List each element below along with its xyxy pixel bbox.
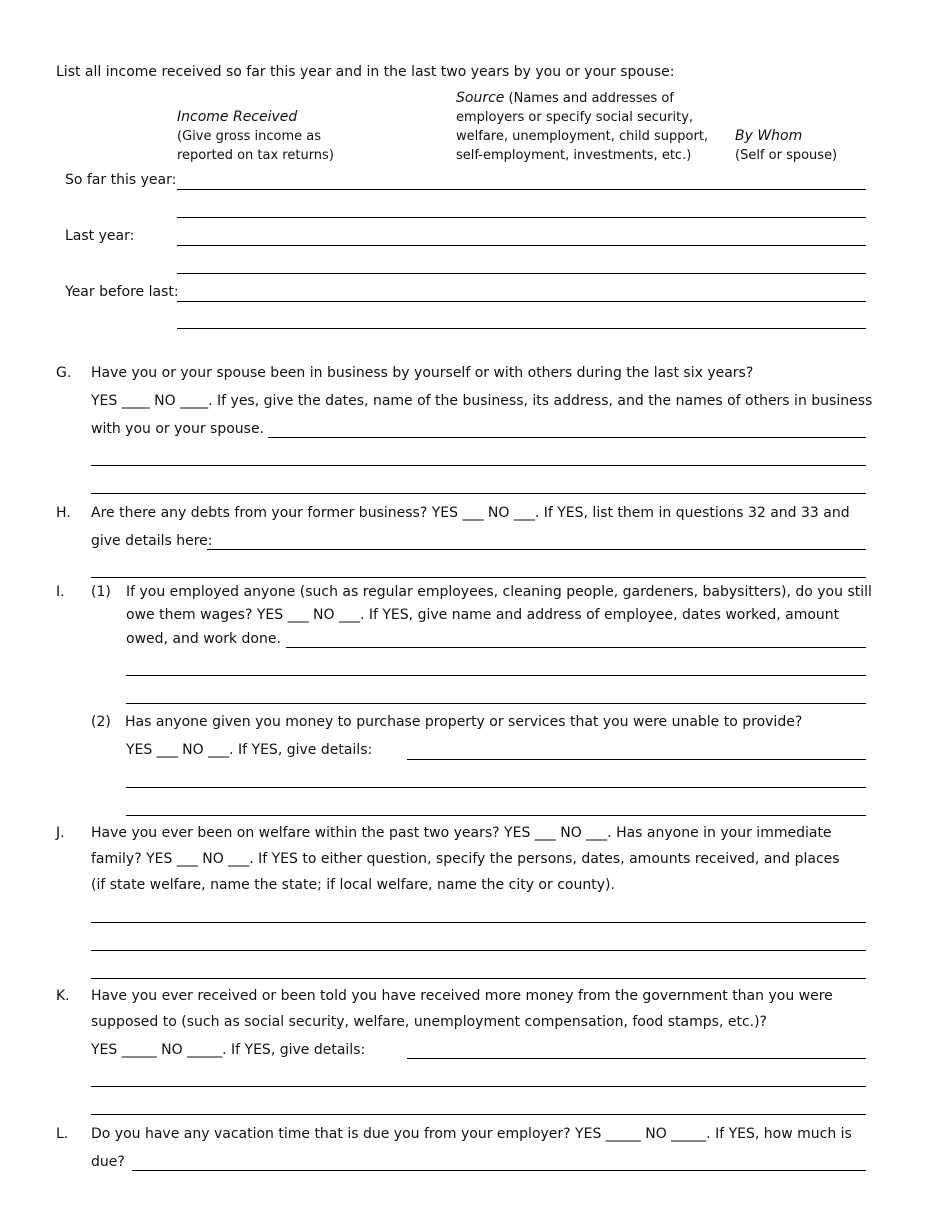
question-g-answer-line-1[interactable] [268, 437, 866, 438]
row-label-last-year: Last year: [65, 228, 135, 244]
question-i2-answer-line-2[interactable] [126, 787, 866, 788]
question-i2-answer-line-1[interactable] [407, 759, 866, 760]
so-far-this-year-line-2[interactable] [177, 217, 866, 218]
question-i1-answer-line-1[interactable] [286, 647, 866, 648]
question-j-text-2: family? YES ___ NO ___. If YES to either question, specify the persons, dates, amounts received, and places [91, 851, 840, 867]
question-g-letter: G. [56, 365, 72, 381]
by-whom-header: By Whom [735, 128, 803, 144]
income-intro: List all income received so far this year and in the last two years by you or your spouse: [56, 64, 675, 80]
question-j-answer-line-3[interactable] [91, 978, 866, 979]
question-i2-number: (2) [91, 714, 111, 730]
income-received-header: Income Received [177, 109, 298, 125]
question-h-text-2: give details here: [91, 533, 213, 549]
question-j-letter: J. [56, 825, 65, 841]
question-k-answer-line-1[interactable] [407, 1058, 866, 1059]
question-i-letter: I. [56, 584, 65, 600]
question-i2-text-1: Has anyone given you money to purchase property or services that you were unable to provide? [125, 714, 803, 730]
question-k-text-3: YES _____ NO _____. If YES, give details: [91, 1042, 366, 1058]
question-k-answer-line-3[interactable] [91, 1114, 866, 1115]
question-h-letter: H. [56, 505, 71, 521]
question-j-text-3: (if state welfare, name the state; if local welfare, name the city or county). [91, 877, 615, 893]
row-label-year-before-last: Year before last: [65, 284, 179, 300]
question-j-text-1: Have you ever been on welfare within the past two years? YES ___ NO ___. Has anyone in your immediate [91, 825, 832, 841]
question-h-text-1: Are there any debts from your former business? YES ___ NO ___. If YES, list them in questions 32 and 33 and [91, 505, 850, 521]
income-received-note-2: reported on tax returns) [177, 148, 334, 163]
question-i2-answer-line-3[interactable] [126, 815, 866, 816]
source-note-1: employers or specify social security, [456, 110, 694, 125]
last-year-line-2[interactable] [177, 273, 866, 274]
question-i2-text-2: YES ___ NO ___. If YES, give details: [126, 742, 373, 758]
source-header-note: (Names and addresses of [504, 91, 674, 106]
question-i1-answer-line-2[interactable] [126, 675, 866, 676]
question-g-text-3: with you or your spouse. [91, 421, 265, 437]
year-before-last-line-1[interactable] [177, 301, 866, 302]
source-note-2: welfare, unemployment, child support, [456, 129, 709, 144]
question-g-answer-line-3[interactable] [91, 493, 866, 494]
question-l-text-2: due? [91, 1154, 125, 1170]
question-h-answer-line-2[interactable] [91, 577, 866, 578]
question-k-text-2: supposed to (such as social security, welfare, unemployment compensation, food stamps, etc.)? [91, 1014, 767, 1030]
question-i1-answer-line-3[interactable] [126, 703, 866, 704]
question-g-text-1: Have you or your spouse been in business by yourself or with others during the last six years? [91, 365, 754, 381]
by-whom-note: (Self or spouse) [735, 148, 838, 163]
question-l-answer-line[interactable] [132, 1170, 866, 1171]
source-header [456, 89, 674, 108]
question-i1-number: (1) [91, 584, 111, 600]
row-label-so-far-this-year: So far this year: [65, 172, 177, 188]
question-k-answer-line-2[interactable] [91, 1086, 866, 1087]
question-l-text-1: Do you have any vacation time that is due you from your employer? YES _____ NO _____. If YES, how much is [91, 1126, 852, 1142]
so-far-this-year-line-1[interactable] [177, 189, 866, 190]
question-i1-text-1: If you employed anyone (such as regular employees, cleaning people, gardeners, babysitters), do you still [126, 584, 872, 600]
question-k-text-1: Have you ever received or been told you have received more money from the government than you were [91, 988, 833, 1004]
last-year-line-1[interactable] [177, 245, 866, 246]
question-g-answer-line-2[interactable] [91, 465, 866, 466]
question-l-letter: L. [56, 1126, 69, 1142]
year-before-last-line-2[interactable] [177, 328, 866, 329]
income-received-note-1: (Give gross income as [177, 129, 322, 144]
question-j-answer-line-1[interactable] [91, 922, 866, 923]
question-j-answer-line-2[interactable] [91, 950, 866, 951]
question-g-text-2: YES ____ NO ____. If yes, give the dates, name of the business, its address, and the names of others in business [91, 393, 873, 409]
question-h-answer-line-1[interactable] [207, 549, 866, 550]
question-i1-text-3: owed, and work done. [126, 631, 281, 647]
source-note-3: self-employment, investments, etc.) [456, 148, 692, 163]
question-k-letter: K. [56, 988, 70, 1004]
question-i1-text-2: owe them wages? YES ___ NO ___. If YES, give name and address of employee, dates worked, amount [126, 607, 840, 623]
source-header-title: Source [456, 90, 505, 106]
